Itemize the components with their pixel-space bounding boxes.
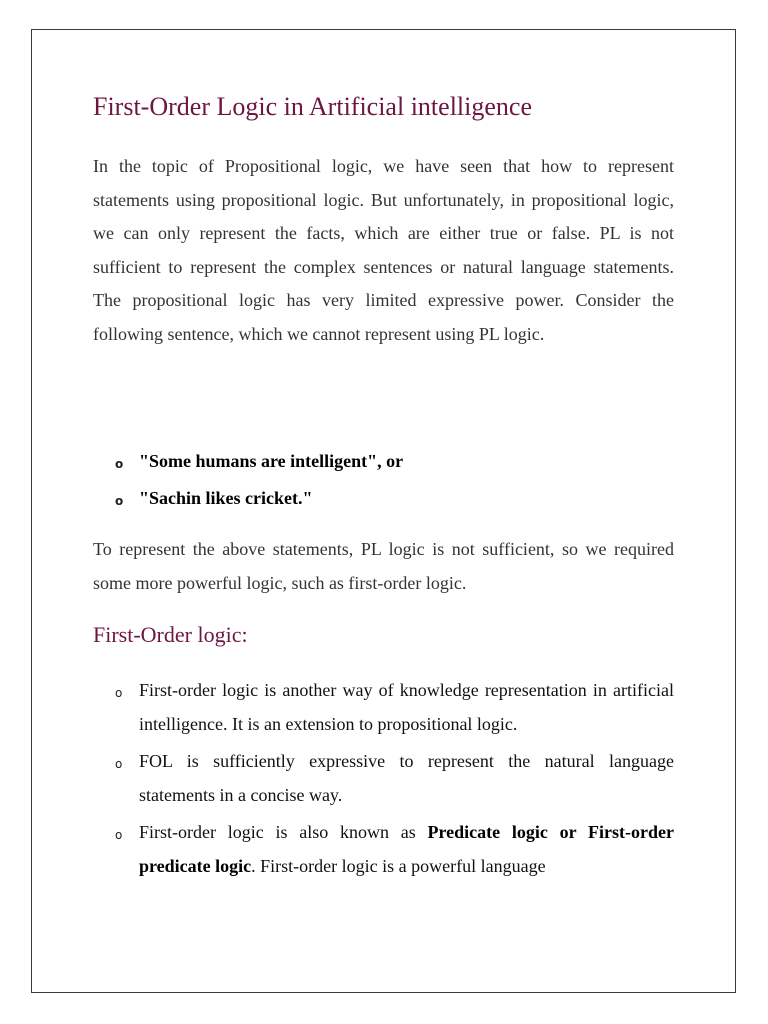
point-text: FOL is sufficiently expressive to represent the natural language statements in a concise way.	[139, 751, 674, 805]
circle-bullet-icon: o	[115, 686, 123, 700]
page-title: First-Order Logic in Artificial intelligence	[93, 92, 532, 121]
section-heading: First-Order logic:	[93, 622, 248, 647]
list-item	[93, 674, 674, 741]
fol-points-list	[93, 674, 674, 887]
list-item	[93, 745, 674, 812]
circle-bullet-icon: o	[115, 493, 124, 508]
examples-list	[93, 445, 674, 518]
list-item	[93, 816, 674, 883]
circle-bullet-icon: o	[115, 828, 123, 842]
point-text: First-order logic is another way of knowledge representation in artificial intelligence. It is an extension to propositional logic.	[139, 680, 674, 734]
predicate-logic-term: Predicate logic or First-order predicate logic	[139, 822, 675, 876]
point-text-before: First-order logic is also known as	[139, 822, 428, 842]
circle-bullet-icon: o	[115, 757, 123, 771]
point-text-after: . First-order logic is a powerful language	[251, 855, 546, 876]
example-text: "Sachin likes cricket."	[139, 487, 313, 508]
list-item	[93, 482, 674, 516]
circle-bullet-icon: o	[115, 457, 124, 471]
list-item	[93, 445, 674, 479]
example-text: "Some humans are intelligent", or	[139, 451, 404, 471]
intro-paragraph: In the topic of Propositional logic, we have seen that how to represent statements using propositional logic. But unfortunately, in propositional logic, we can only represent the facts, which are either true or false. PL is not sufficient to represent the complex sentences or natural language statements. The propositional logic has very limited expressive power. Consider the following sentence, which we cannot represent using PL logic.	[93, 156, 674, 344]
conclusion-paragraph: To represent the above statements, PL logic is not sufficient, so we required some more powerful logic, such as first-order logic.	[93, 539, 674, 593]
